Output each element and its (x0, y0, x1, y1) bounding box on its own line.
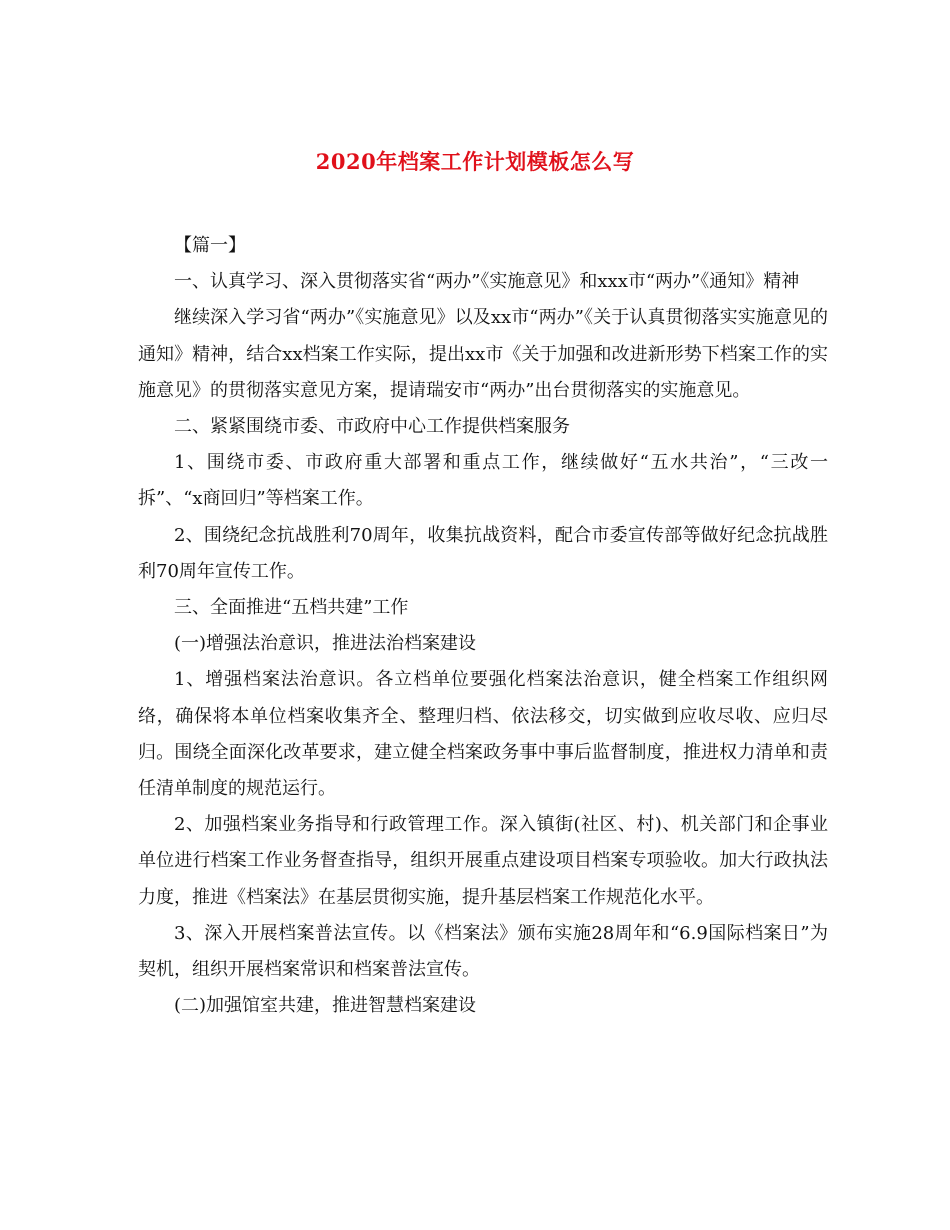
heading-3: 三、全面推进“五档共建”工作 (174, 597, 409, 619)
paragraph: 2、加强档案业务指导和行政管理工作。深入镇街(社区、村)、机关部门和企事业单位进行档案工作业务督查指导，组织开展重点建设项目档案专项验收。加大行政执法力度，推进《档案法》在基层贯彻实施，提升基层档案工作规范化水平。 (138, 814, 828, 908)
subheading: (一)增强法治意识，推进法治档案建设 (174, 633, 477, 655)
paragraph: 3、深入开展档案普法宣传。以《档案法》颁布实施28周年和“6.9国际档案日”为契机，组织开展档案常识和档案普法宣传。 (138, 922, 828, 981)
subheading: (二)加强馆室共建，推进智慧档案建设 (174, 995, 477, 1017)
paragraph: 继续深入学习省“两办”《实施意见》以及xx市“两办”《关于认真贯彻落实实施意见的通知》精神，结合xx档案工作实际，提出xx市《关于加强和改进新形势下档案工作的实施意见》的贯彻落实意见方案，提请瑞安市“两办”出台贯彻落实的实施意见。 (138, 307, 828, 401)
document-body (138, 228, 828, 1024)
heading-1: 一、认真学习、深入贯彻落实省“两办”《实施意见》和xxx市“两办”《通知》精神 (174, 271, 800, 293)
document-title: 2020年档案工作计划模板怎么写 (315, 149, 635, 174)
paragraph: 2、围绕纪念抗战胜利70周年，收集抗战资料，配合市委宣传部等做好纪念抗战胜利70周年宣传工作。 (138, 524, 828, 582)
heading-2: 二、紧紧围绕市委、市政府中心工作提供档案服务 (174, 416, 570, 438)
section-label: 【篇一】 (174, 235, 246, 256)
paragraph: 1、围绕市委、市政府重大部署和重点工作，继续做好“五水共治”，“三改一拆”、“x商回归”等档案工作。 (138, 452, 828, 510)
paragraph: 1、增强档案法治意识。各立档单位要强化档案法治意识，健全档案工作组织网络，确保将本单位档案收集齐全、整理归档、依法移交，切实做到应收尽收、应归尽归。围绕全面深化改革要求，建立健全档案政务事中事后监督制度，推进权力清单和责任清单制度的规范运行。 (138, 669, 828, 800)
